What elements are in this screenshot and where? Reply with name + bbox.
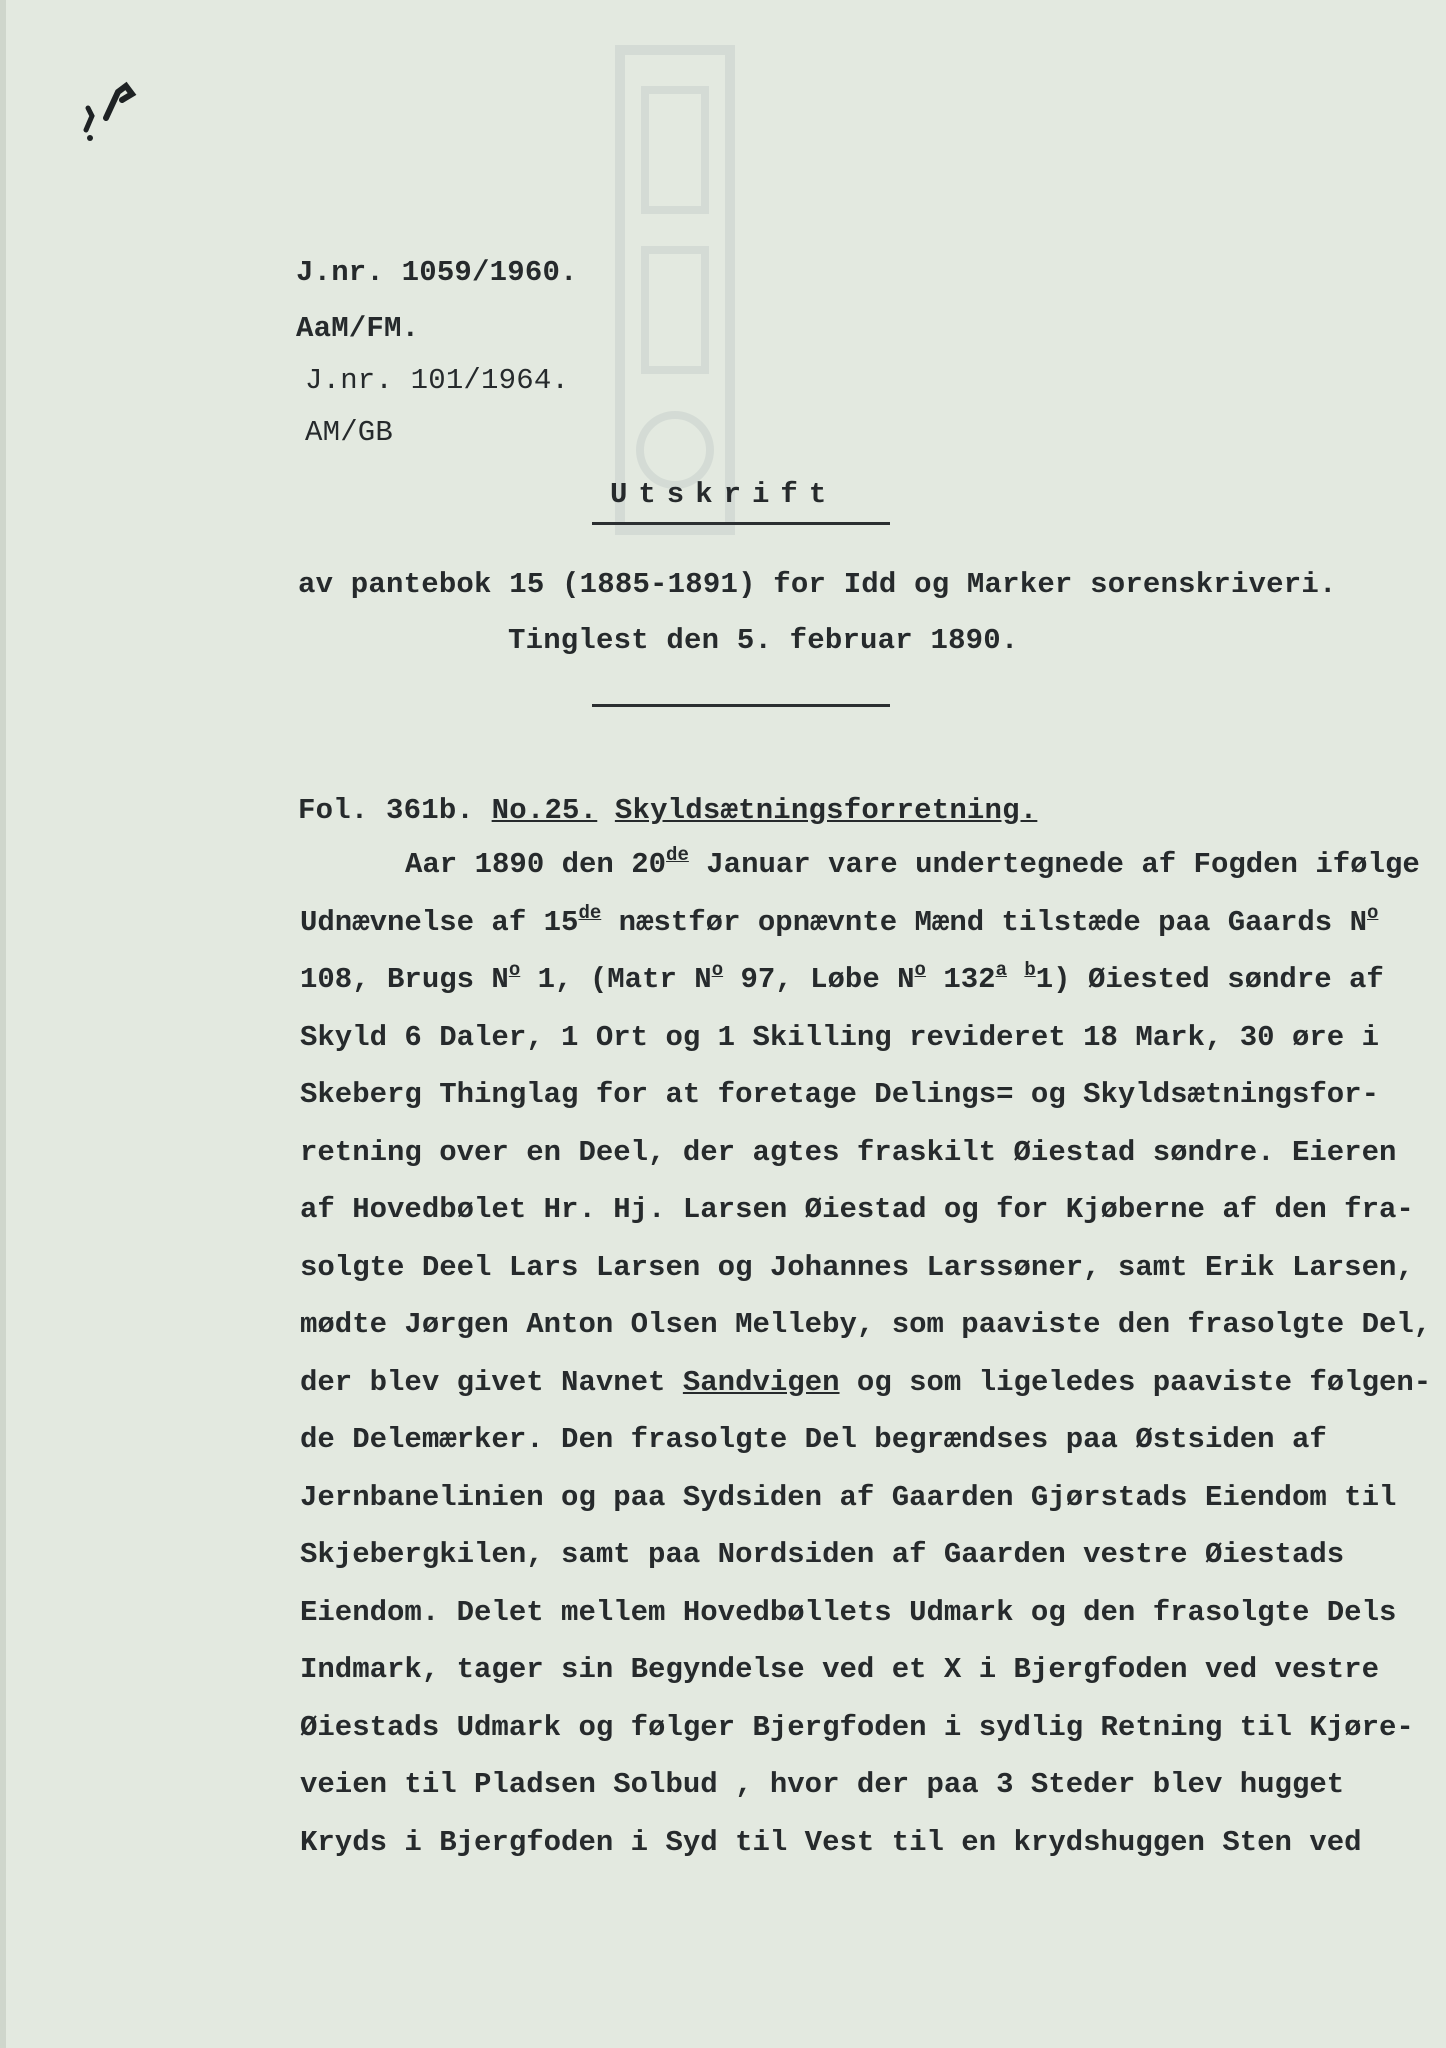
body-line: Kryds i Bjergfoden i Syd til Vest til en krydshuggen Sten ved [300, 1825, 1362, 1859]
body-line: Skyld 6 Daler, 1 Ort og 1 Skilling revideret 18 Mark, 30 øre i [300, 1020, 1379, 1054]
subtitle-line-2: Tinglest den 5. februar 1890. [508, 624, 1019, 657]
journal-number-1: J.nr. 1059/1960. [296, 256, 578, 289]
body-line: Udnævnelse af 15de næstfør opnævnte Mænd tilstæde paa Gaards $N^o$ [300, 901, 1379, 939]
folio-reference: Fol. 361b. [298, 794, 475, 827]
place-name-sandvigen: Sandvigen [682, 1365, 840, 1399]
body-line: Skjebergkilen, samt paa Nordsiden af Gaarden vestre Øiestads [300, 1538, 1345, 1571]
body-line: Eiendom. Delet mellem Hovedbøllets Udmark og den frasolgte Dels [300, 1595, 1397, 1629]
page-edge [0, 0, 6, 2048]
entry-title: Skyldsætningsforretning. [614, 794, 1038, 827]
body-line: retning over en Deel, der agtes fraskilt Øiestad søndre. Eieren [300, 1135, 1397, 1169]
subtitle-line-1: av pantebok 15 (1885-1891) for Idd og Marker sorenskriveri. [298, 568, 1337, 601]
entry-number: No.25. [491, 794, 598, 827]
body-line: Indmark, tager sin Begyndelse ved et X i Bjergfoden ved vestre [300, 1653, 1379, 1686]
section-divider [592, 704, 890, 707]
journal-number-2: J.nr. 101/1964. [305, 364, 570, 397]
initials-1: AaM/FM. [296, 312, 420, 345]
title-underline [592, 522, 890, 525]
body-line: solgte Deel Lars Larsen og Johannes Larssøner, samt Erik Larsen, [300, 1250, 1414, 1284]
body-line: de Delemærker. Den frasolgte Del begrændses paa Østsiden af [300, 1423, 1327, 1456]
handwritten-mark [78, 78, 148, 148]
body-line: Aar 1890 den 20de Januar vare undertegnede af Fogden ifølge [405, 844, 1420, 881]
body-line: der blev givet Navnet Sandvigen og som ligeledes paaviste følgen- [300, 1365, 1432, 1399]
entry-heading [298, 794, 1037, 827]
body-text [300, 836, 1432, 1871]
body-line: af Hovedbølet Hr. Hj. Larsen Øiestad og for Kjøberne af den fra- [300, 1193, 1414, 1226]
body-line: 108, Brugs $N^o$ 1, (Matr $N^o$ 97, Løbe $N^o$ 132$^a$ $^b$1) Øiested søndre af [300, 959, 1384, 996]
body-line: mødte Jørgen Anton Olsen Melleby, som paaviste den frasolgte Del, [300, 1308, 1432, 1341]
document-title: Utskrift [610, 478, 838, 511]
initials-2: AM/GB [305, 416, 394, 449]
body-line: Skeberg Thinglag for at foretage Delings= og Skyldsætningsfor- [300, 1078, 1379, 1111]
body-line: veien til Pladsen Solbud , hvor der paa 3 Steder blev hugget [300, 1768, 1345, 1801]
body-line: Jernbanelinien og paa Sydsiden af Gaarden Gjørstads Eiendom til [300, 1480, 1397, 1514]
body-line: Øiestads Udmark og følger Bjergfoden i sydlig Retning til Kjøre- [300, 1710, 1414, 1744]
bleed-through-stamp [600, 30, 750, 550]
